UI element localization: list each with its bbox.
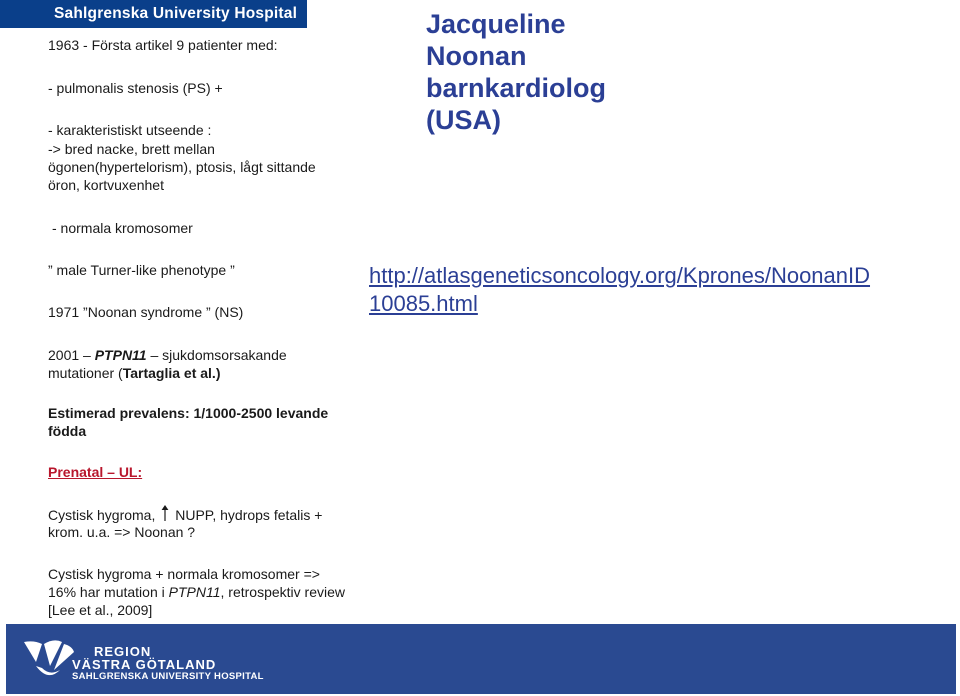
text-cystisk-1-post: NUPP, hydrops fetalis + [171,507,323,523]
text-16-procent [48,583,345,601]
text-ogonen: ögonen(hypertelorism), ptosis, lågt sittande [48,159,316,175]
text-1971 [48,303,243,321]
footer-bar [6,624,956,694]
text-pulmonalis: - pulmonalis stenosis (PS) + [48,80,223,96]
text-cystisk-1-pre: Cystisk hygroma, [48,507,156,523]
text-2001-year: 2001 – [48,347,95,363]
hospital-brand-text: Sahlgrenska University Hospital [54,5,298,22]
text-2001-rest: – sjukdomsorsakande [146,347,287,363]
text-lee-et-al: [Lee et al., 2009] [48,602,153,618]
logo-hospital-text: SAHLGRENSKA UNIVERSITY HOSPITAL [72,671,264,682]
text-karakteristiskt: - karakteristiskt utseende : [48,122,212,138]
text-bred-nacke: -> bred nacke, brett mellan [48,141,215,157]
text-mutationer-pre: mutationer ( [48,365,123,381]
logo-region-text: REGION [94,644,152,659]
link-line-1[interactable]: http://atlasgeneticsoncology.org/Kprones/NoonanID [369,263,871,288]
text-16-post: , retrospektiv review [220,584,345,600]
text-male-turner: ” male Turner-like phenotype ” [48,262,235,278]
atlas-genetics-link[interactable] [369,262,870,318]
text-normala-kromosomer: - normala kromosomer [52,220,193,236]
title-line-3: barnkardiolog [426,73,607,103]
text-tartaglia: Tartaglia et al. [122,365,216,381]
logo-vg-text: VÄSTRA GÖTALAND [72,657,217,672]
text-1963: 1963 - Första artikel 9 patienter med: [48,37,278,53]
text-cystisk-2: Cystisk hygroma + normala kromosomer => [48,566,320,582]
title-line-2: Noonan [426,41,527,71]
title-line-1: Jacqueline [426,9,566,39]
text-1971-pre: 1971 ” [48,304,88,320]
gene-ptpn11-italic: PTPN11 [168,584,221,600]
text-oron: öron, kortvuxenhet [48,177,164,193]
slide-title [426,8,606,136]
text-prenatal-ul: Prenatal – UL: [48,464,143,480]
title-line-4: (USA) [426,105,501,135]
text-2001 [48,346,287,364]
link-line-2[interactable]: 10085.html [369,291,478,316]
text-16-pre: 16% har mutation i [48,584,169,600]
hospital-header-bar [0,0,307,28]
text-cystisk-1b: krom. u.a. => Noonan ? [48,524,196,540]
text-mutationer [48,364,220,382]
text-1971-main: Noonan syndrome ” (NS) [87,304,244,320]
text-prevalens-1: Estimerad prevalens: 1/1000-2500 levande [48,405,329,421]
region-vastra-gotaland-logo-icon [20,636,76,691]
gene-ptpn11: PTPN11 [94,347,147,363]
text-mutationer-post: ) [215,365,221,381]
text-prevalens-2: födda [48,423,87,439]
